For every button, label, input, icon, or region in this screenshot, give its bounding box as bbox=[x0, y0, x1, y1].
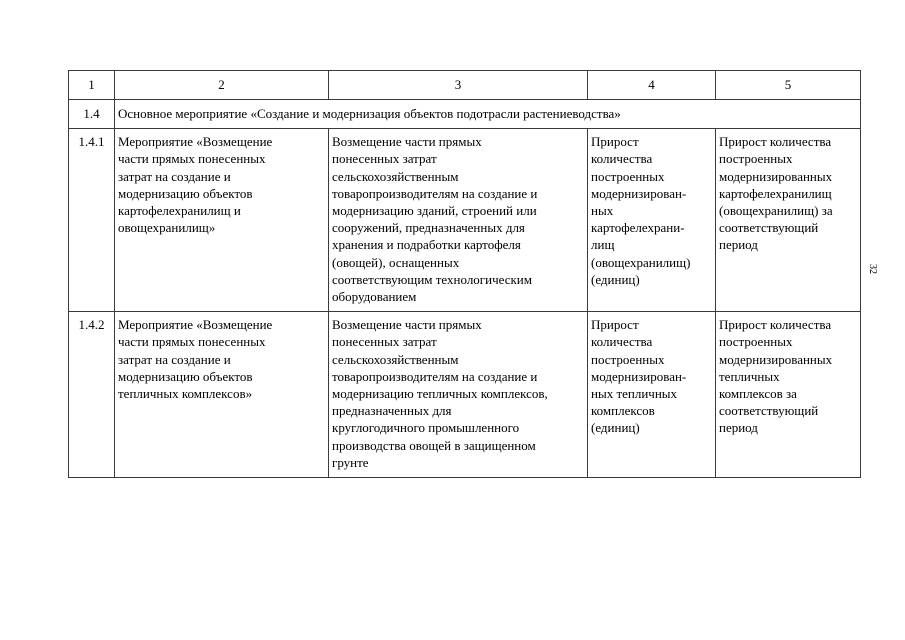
indicator: Прирост количества построенных модернизирован- ных картофелехрани- лищ (овощехранилищ) (единиц) bbox=[591, 134, 691, 287]
table-row bbox=[69, 312, 861, 478]
indicator-cell bbox=[588, 129, 716, 312]
column-number-2: 2 bbox=[115, 71, 329, 100]
page-number: 32 bbox=[867, 264, 878, 274]
result-cell bbox=[716, 312, 861, 478]
measure-description-cell bbox=[329, 312, 588, 478]
indicator-cell bbox=[588, 312, 716, 478]
row-number: 1.4.1 bbox=[69, 129, 115, 312]
column-number-4: 4 bbox=[588, 71, 716, 100]
measure-name-cell bbox=[115, 129, 329, 312]
measure-name: Мероприятие «Возмещение части прямых понесенных затрат на создание и модернизацию объектов тепличных комплексов» bbox=[118, 317, 273, 402]
measure-description: Возмещение части прямых понесенных затрат сельскохозяйственным товаропроизводителям на создание и модернизацию зданий, строений или сооружений, предназначенных для хранения и подработки картофеля (овощей), оснащенных соответствующим технологическим оборудованием bbox=[332, 134, 538, 305]
result-cell bbox=[716, 129, 861, 312]
section-row bbox=[69, 100, 861, 129]
row-number: 1.4.2 bbox=[69, 312, 115, 478]
section-title: Основное мероприятие «Создание и модернизация объектов подотрасли растениеводства» bbox=[115, 100, 861, 129]
measure-name: Мероприятие «Возмещение части прямых понесенных затрат на создание и модернизацию объектов картофелехранилищ и овощехранилищ» bbox=[118, 134, 273, 236]
section-number: 1.4 bbox=[69, 100, 115, 129]
column-number-5: 5 bbox=[716, 71, 861, 100]
column-number-3: 3 bbox=[329, 71, 588, 100]
measures-table bbox=[68, 70, 861, 478]
measure-description: Возмещение части прямых понесенных затрат сельскохозяйственным товаропроизводителям на создание и модернизацию тепличных комплексов, предназначенных для круглогодичного промышленного производства овощей в защищенном грунте bbox=[332, 317, 548, 470]
measure-description-cell bbox=[329, 129, 588, 312]
expected-result: Прирост количества построенных модернизированных картофелехранилищ (овощехранилищ) за соответствующий период bbox=[719, 134, 833, 253]
expected-result: Прирост количества построенных модернизированных тепличных комплексов за соответствующий период bbox=[719, 317, 833, 436]
column-numbers-row bbox=[69, 71, 861, 100]
indicator: Прирост количества построенных модернизирован- ных тепличных комплексов (единиц) bbox=[591, 317, 687, 436]
column-number-1: 1 bbox=[69, 71, 115, 100]
table-row bbox=[69, 129, 861, 312]
measure-name-cell bbox=[115, 312, 329, 478]
